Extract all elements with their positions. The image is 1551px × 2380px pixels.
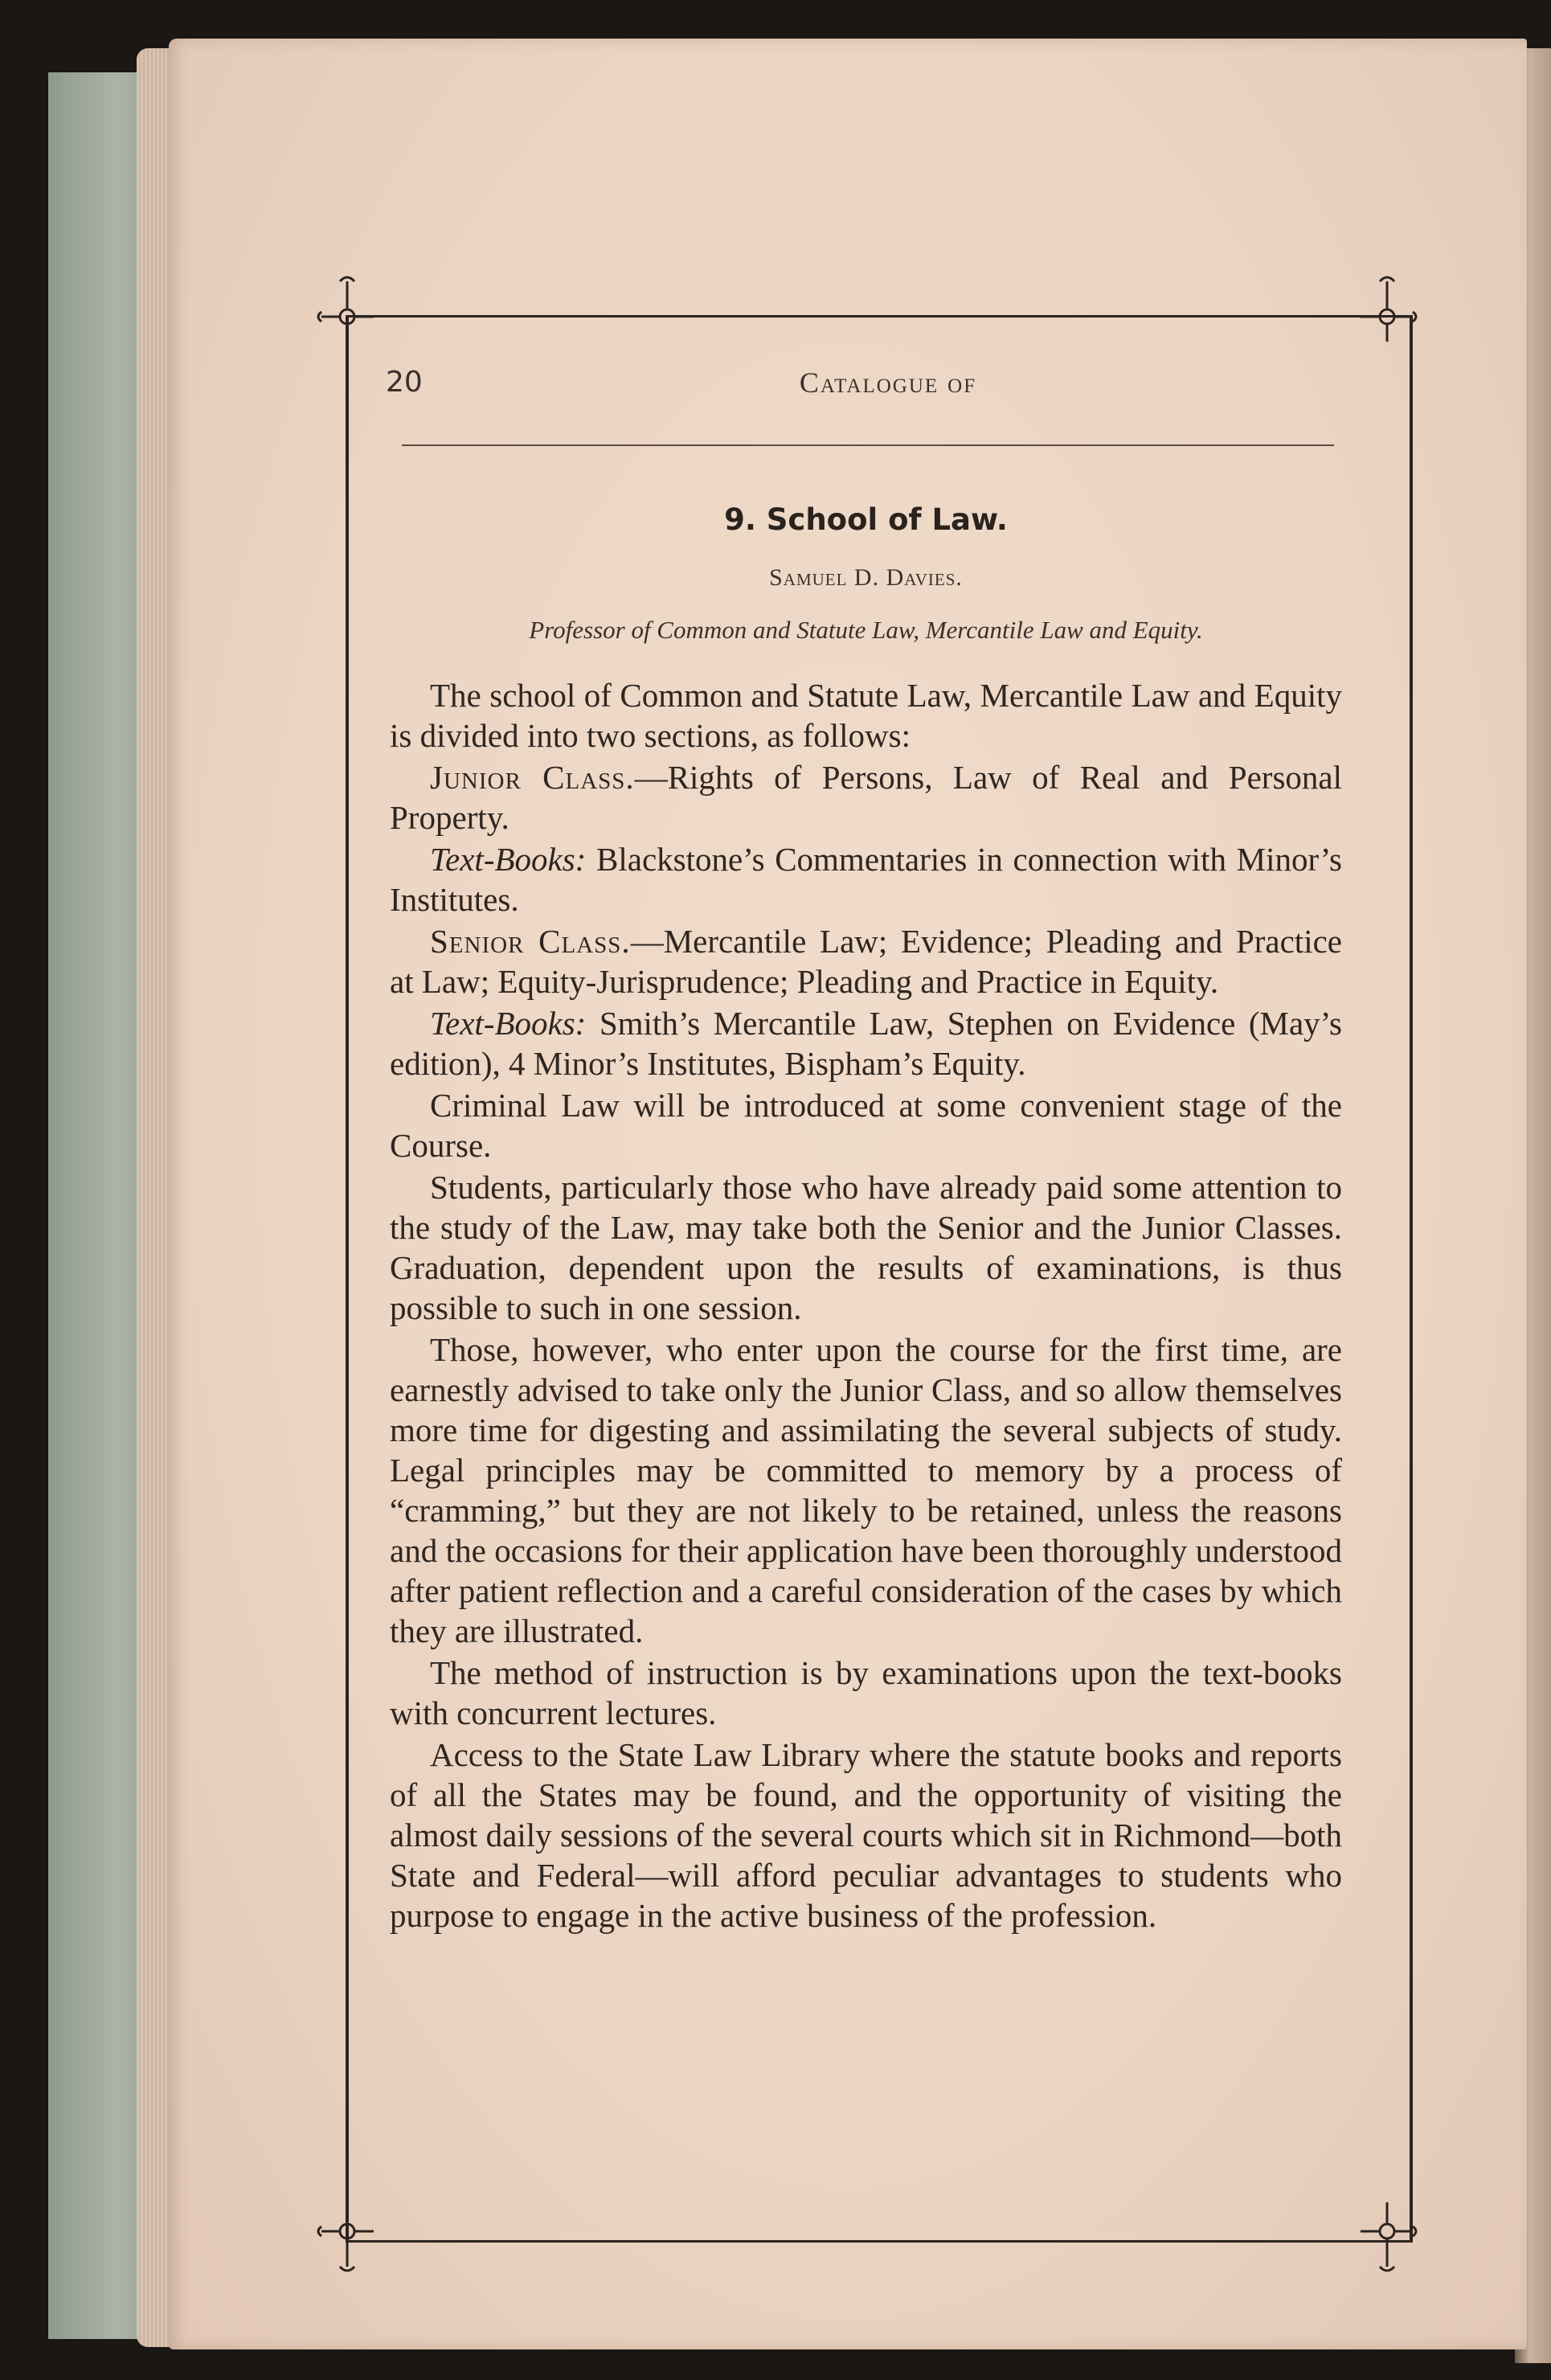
page-number: 20 [386,366,423,399]
running-head: Catalogue of [799,367,977,399]
header-divider [402,444,1334,446]
paragraph-text: —Mercantile Law; Evidence; Pleading and Practice at Law; Equity-Jurisprudence; Pleading and Practice in Equity. [390,923,1342,1000]
corner-ornament-icon [1361,265,1417,346]
paragraph: Students, particularly those who have already paid some attention to the study of the Law, may take both the Senior and the Junior Classes. Graduation, dependent upon the results of examinations, is thus possible to such in one session. [390,1169,1342,1326]
paragraph: Those, however, who enter upon the course for the first time, are earnestly advised to take only the Junior Class, and so allow themselves more time for digesting and assimilating the several subjects of study. Legal principles may be committed to memory by a process of “cramming,” but they are not likely to be retained, unless the reasons and the occasions for their application have been thoroughly understood after patient reflection and a careful consideration of the cases by which they are illustrated. [390,1331,1342,1649]
paragraph-text: —Rights of Persons, Law of Real and Personal Property. [390,759,1342,836]
class-heading: Senior Class. [430,923,631,960]
paragraph: Access to the State Law Library where the statute books and reports of all the States may be found, and the opportunity of visiting the almost daily sessions of the several courts which sit in Richmond—both State and Federal—will afford peculiar advantages to students who purpose to engage in the active business of the profession. [390,1736,1342,1934]
paragraph [390,757,1342,838]
corner-ornament-icon [1361,2202,1417,2283]
paragraph-text: Smith’s Mercantile Law, Stephen on Evidence (May’s edition), 4 Minor’s Institutes, Bispham’s Equity. [390,1005,1342,1082]
instructor-name: Samuel D. Davies. [769,564,963,591]
textbooks-heading: Text-Books: [430,841,587,878]
paragraph-text: Blackstone’s Commentaries in connection with Minor’s Institutes. [390,841,1342,918]
corner-ornament-icon [317,2202,374,2283]
paragraph: The school of Common and Statute Law, Mercantile Law and Equity is divided into two sections, as follows: [390,677,1342,754]
section-title: 9. School of Law. [724,502,1008,537]
page-content [390,502,1342,1937]
corner-ornament-icon [317,265,374,346]
paragraph [390,921,1342,1002]
paragraph: Criminal Law will be introduced at some convenient stage of the Course. [390,1087,1342,1164]
paragraph [390,1003,1342,1083]
paragraph [390,839,1342,920]
paragraph: The method of instruction is by examinations upon the text-books with concurrent lectures. [390,1654,1342,1731]
professorship-title: Professor of Common and Statute Law, Mercantile Law and Equity. [529,616,1203,644]
class-heading: Junior Class. [430,759,635,796]
textbooks-heading: Text-Books: [430,1005,587,1042]
page-header [378,366,1350,414]
